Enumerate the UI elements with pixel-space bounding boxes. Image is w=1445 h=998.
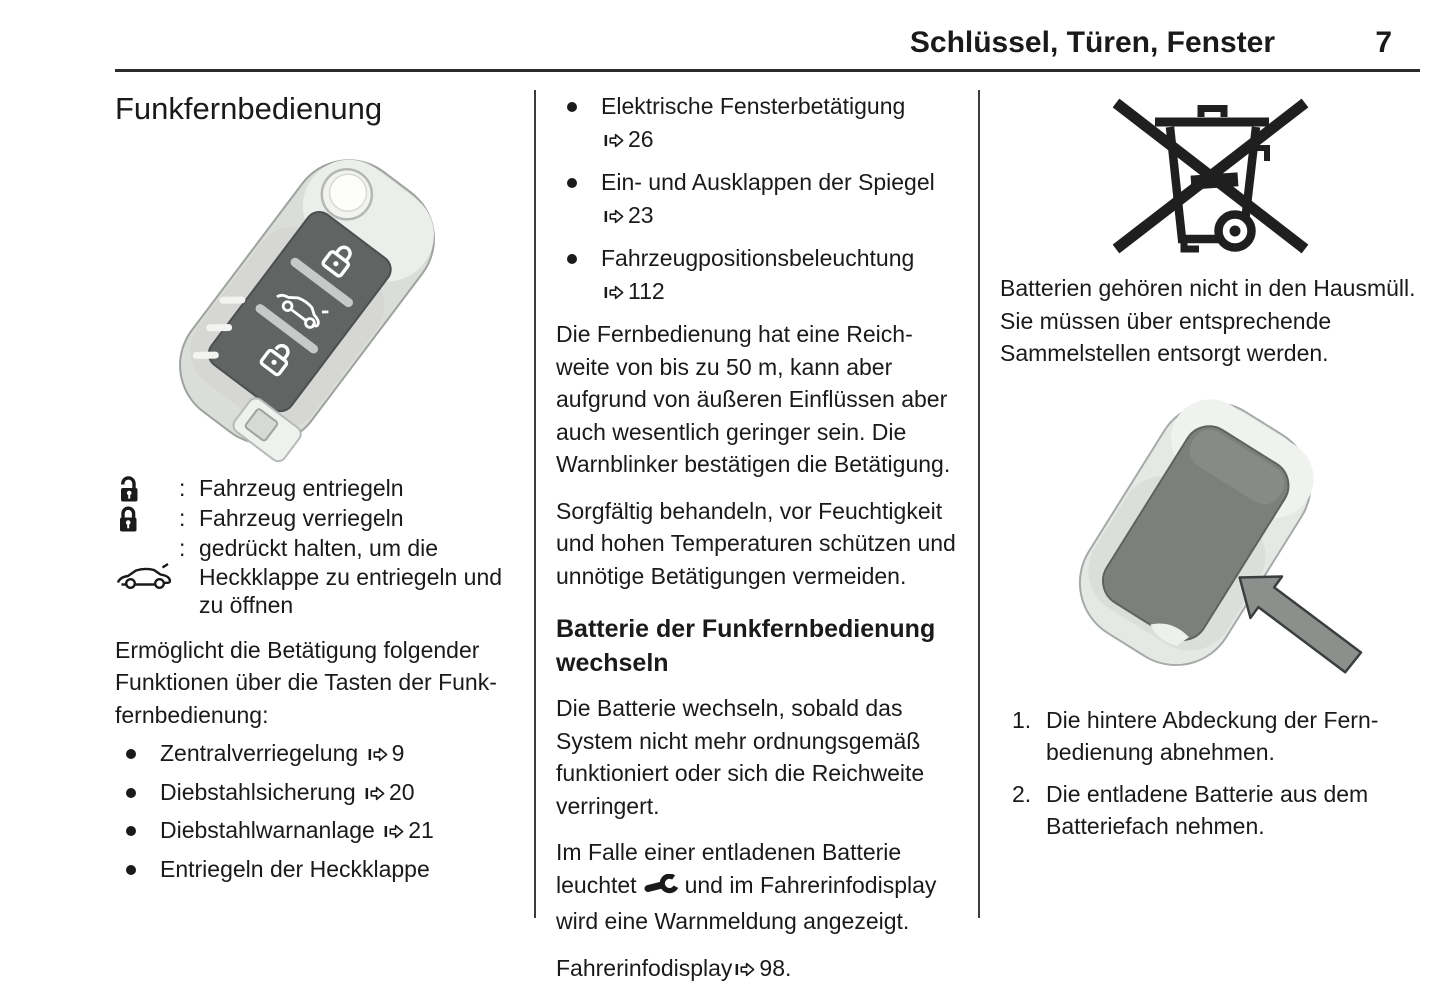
crossed-out-waste-bin-icon (1000, 88, 1420, 272)
lock-icon (115, 504, 179, 534)
xref-page: 26 (628, 125, 654, 152)
wrench-icon (643, 873, 679, 906)
xref-page: 20 (389, 778, 415, 805)
section-heading: Funkfernbedienung (115, 91, 383, 126)
middle-column (556, 88, 957, 998)
key-fob-front-drawing (115, 136, 513, 470)
paragraph-with-icon (556, 836, 957, 938)
list-item-label: Diebstahlsicherung (160, 778, 356, 805)
list-item (115, 776, 513, 809)
cross-reference (601, 202, 654, 228)
cross-reference (362, 779, 415, 805)
xref-arrow-icon (735, 961, 755, 978)
step-item (1012, 704, 1420, 769)
function-list-continued (556, 90, 957, 307)
right-column (1000, 88, 1420, 998)
xref-arrow-icon (368, 746, 388, 763)
subsection-heading: Batterie der Funkfernbedienung wechseln (556, 615, 936, 677)
list-item (115, 737, 513, 770)
cross-reference (601, 278, 665, 304)
key-fob-front-illustration (115, 136, 513, 470)
key-fob-back-illustration (1000, 384, 1420, 690)
cross-reference (601, 126, 654, 152)
xref-arrow-icon (604, 284, 624, 301)
legend-text: Fahrzeug verriegeln (199, 505, 404, 531)
xref-arrow-icon (604, 208, 624, 225)
list-item-label: Zentralverriegelung (160, 740, 359, 766)
paragraph-with-xref (556, 952, 957, 985)
page-number: 7 (1375, 26, 1392, 59)
legend-row (115, 534, 513, 620)
content-columns (115, 72, 1420, 998)
unlock-icon (115, 474, 179, 504)
key-fob-back-drawing (1000, 384, 1420, 690)
paragraph-text: Im Falle einer entladenen Batterie leuchtet (556, 839, 902, 898)
page-header (115, 24, 1420, 62)
xref-page: 23 (628, 201, 654, 228)
legend-separator: : (179, 535, 186, 561)
column-divider (978, 90, 980, 918)
button-legend (115, 474, 513, 620)
legend-row (115, 474, 513, 504)
legend-text: gedrückt halten, um die Heckklappe zu entriegeln und zu öffnen (199, 535, 503, 618)
left-column (115, 88, 513, 998)
xref-page: 21 (408, 817, 434, 843)
xref-page: 9 (391, 740, 405, 766)
function-list (115, 737, 513, 885)
list-item (556, 166, 957, 231)
list-item-label: Diebstahlwarnanlage (160, 817, 375, 843)
cross-reference (381, 817, 434, 843)
battery-steps (1000, 704, 1420, 843)
paragraph-text: Fahrerinfodisplay (556, 954, 733, 981)
xref-arrow-icon (365, 785, 385, 802)
legend-separator: : (179, 475, 186, 501)
cross-reference (365, 740, 405, 766)
xref-arrow-icon (604, 132, 624, 149)
xref-page: 98 (759, 954, 786, 981)
chapter-title: Schlüssel, Türen, Fenster (909, 26, 1275, 59)
column-divider (534, 90, 536, 918)
xref-page: 112 (628, 277, 665, 304)
list-item-label: Fahrzeugpositionsbeleuchtung (601, 245, 915, 271)
paragraph: Die Fernbedienung hat eine Reichweite von bis zu 50 m, kann aber aufgrund von äußeren Einflüssen aber auch wesentlich geringer sein. Die Warnblinker bestätigen die Betätigung. (556, 321, 951, 477)
legend-separator: : (179, 505, 186, 531)
step-number: 1. (1012, 706, 1032, 733)
list-item (556, 242, 957, 307)
list-item-label: Entriegeln der Heckklappe (160, 855, 430, 882)
cover-release-arrow (1240, 576, 1361, 672)
paragraph-text: und im Fahrerinfodisplay wird eine Warnmeldung angezeigt. (556, 871, 937, 934)
paragraph: Die Batterie wechseln, sobald das System nicht mehr ordnungsgemäß funktioniert oder sich die Reichweite verringert. (556, 695, 925, 819)
step-item (1012, 778, 1420, 843)
paragraph-text: . (785, 954, 792, 981)
list-item (115, 853, 513, 886)
paragraph: Sorgfältig behandeln, vor Feuchtigkeit und hohen Temperaturen schützen und unnötige Betätigungen vermeiden. (556, 497, 956, 589)
cross-reference (732, 955, 785, 981)
step-text: Die entladene Batterie aus dem Batteriefach nehmen. (1046, 780, 1369, 839)
xref-arrow-icon (384, 823, 404, 840)
paragraph: Batterien gehören nicht in den Hausmüll. Sie müssen über entsprechende Sammelstellen entsorgt werden. (1000, 275, 1416, 366)
legend-row (115, 504, 513, 534)
step-text: Die hintere Abdeckung der Fernbedienung abnehmen. (1046, 706, 1379, 765)
list-item-label: Ein- und Ausklappen der Spiegel (601, 169, 935, 195)
list-item (115, 814, 513, 847)
tailgate-icon (115, 534, 179, 620)
step-number: 2. (1012, 780, 1032, 807)
intro-paragraph: Ermöglicht die Betätigung folgender Funktionen über die Tasten der Funkfernbedienung: (115, 636, 497, 728)
list-item (556, 90, 957, 155)
legend-text: Fahrzeug entriegeln (199, 475, 404, 501)
list-item-label: Elektrische Fensterbetätigung (601, 93, 906, 119)
